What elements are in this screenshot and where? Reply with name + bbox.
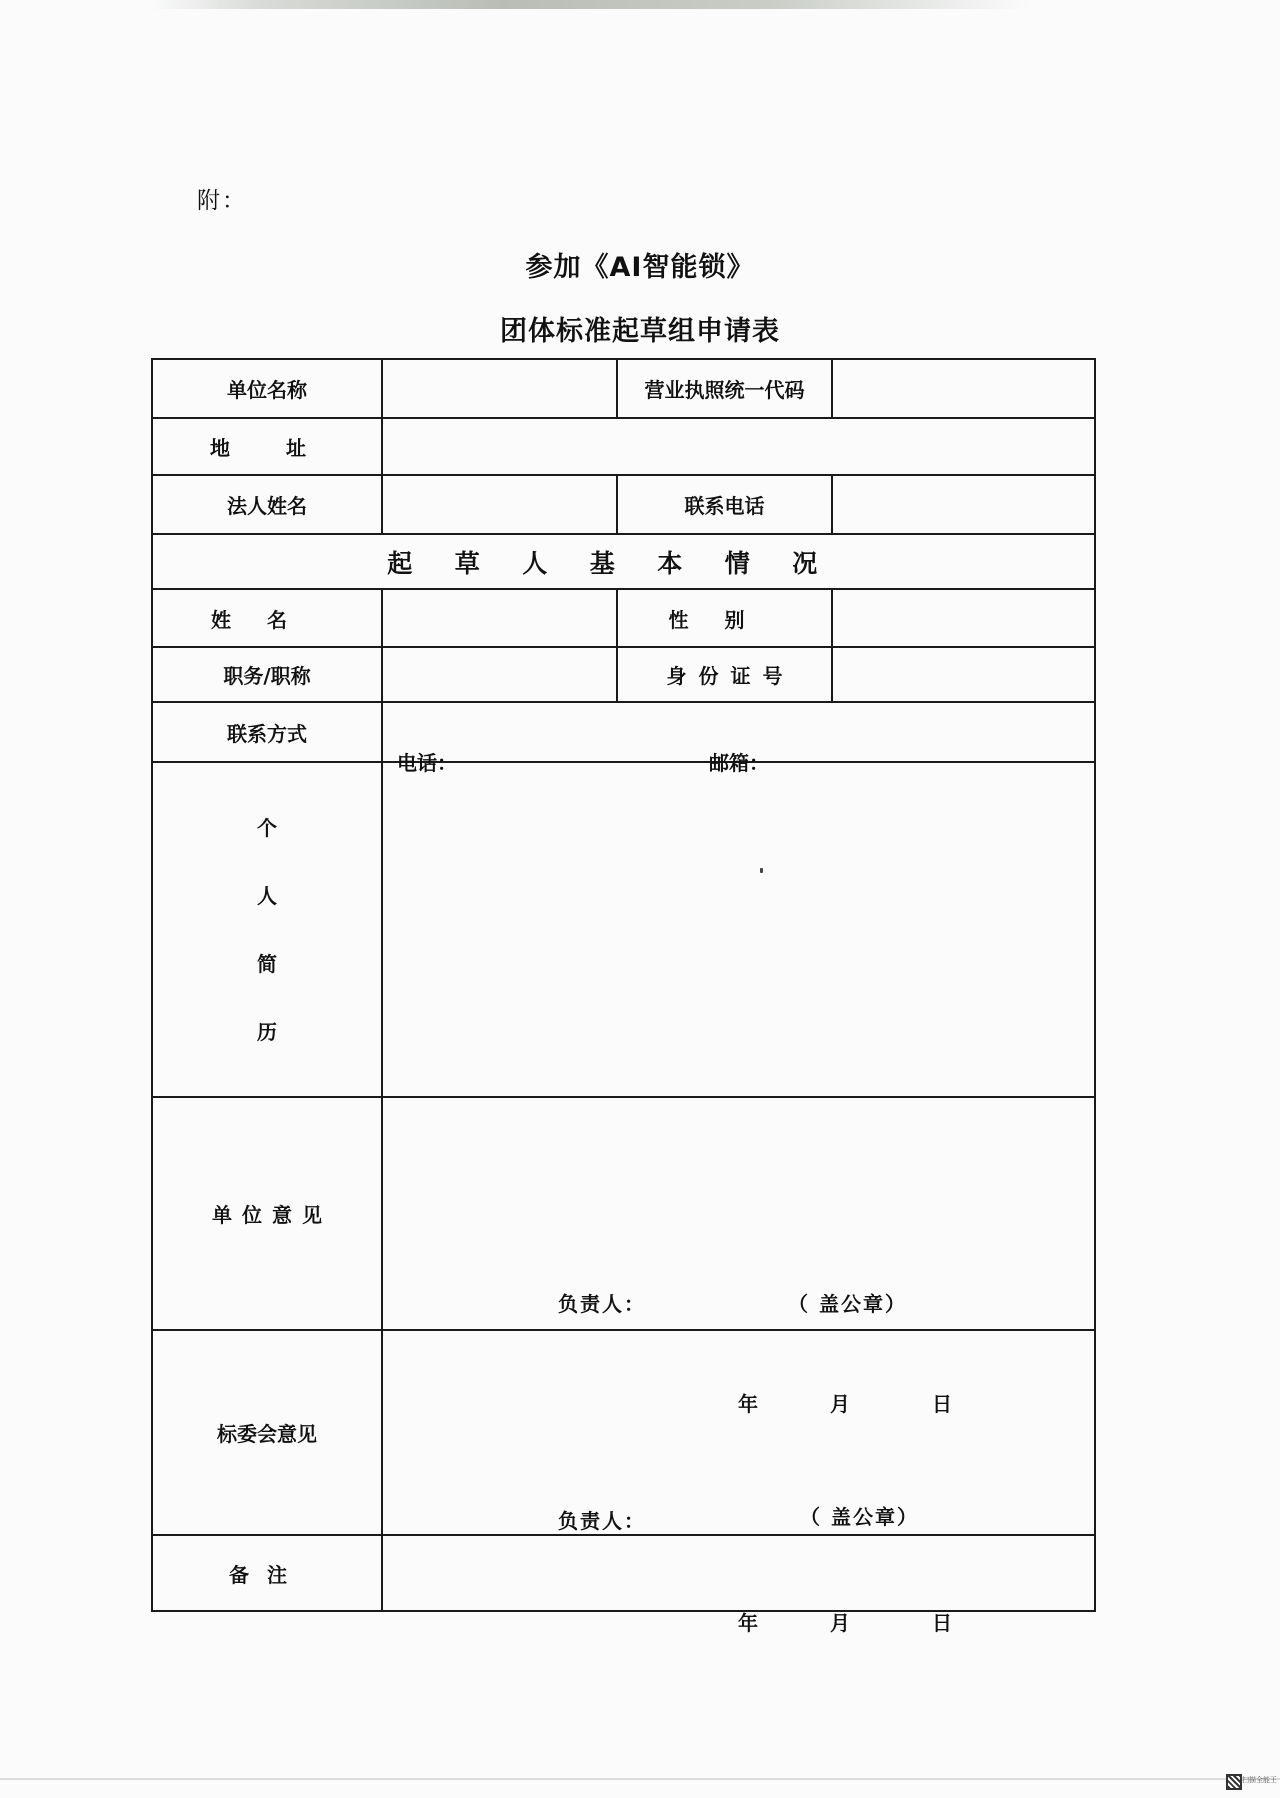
label-name: 姓名 [152,589,382,647]
label-remarks: 备注 [152,1535,382,1611]
label-unit-name: 单位名称 [152,359,382,418]
scan-top-edge [150,0,1030,9]
field-position[interactable] [382,647,617,702]
scanner-mark: 扫描全能王 [1242,1776,1277,1784]
resume-char: 人 [257,883,277,908]
email-prefix: 邮箱： [709,751,769,775]
scan-bottom-edge [0,1778,1280,1780]
month-label: 月 [830,1391,850,1416]
label-resume [152,762,382,1097]
field-license-code[interactable] [832,359,1095,418]
field-gender[interactable] [832,589,1095,647]
field-resume[interactable] [382,762,1095,1097]
field-id-number[interactable] [832,647,1095,702]
field-remarks[interactable] [382,1535,1095,1611]
label-gender: 性别 [617,589,832,647]
row-legal-person [152,475,1095,534]
row-unit-opinion [152,1097,1095,1330]
field-committee-opinion[interactable] [382,1330,1095,1635]
label-legal-person: 法人姓名 [152,475,382,534]
form-title-line2: 团体标准起草组申请表 [500,316,780,347]
field-name[interactable] [382,589,617,647]
row-resume [152,762,1095,1097]
resume-char: 简 [257,951,277,976]
label-license-code: 营业执照统一代码 [617,359,832,418]
label-contact-method: 联系方式 [152,702,382,762]
field-unit-opinion[interactable] [382,1097,1095,1416]
stray-ink-mark [760,868,763,873]
row-section-drafter [152,534,1095,589]
phone-prefix: 电话： [397,751,457,775]
field-contact-phone[interactable] [832,475,1095,534]
row-committee-opinion [152,1330,1095,1535]
day-label: 日 [932,1610,952,1635]
form-title-line1: 参加《AI智能锁》 [525,252,755,283]
label-committee-opinion: 标委会意见 [152,1330,382,1535]
label-position: 职务/职称 [152,647,382,702]
label-unit-opinion: 单位意见 [152,1097,382,1330]
label-id-number: 身份证号 [617,647,832,702]
row-contact [152,702,1095,762]
leader-label: 负责人： [558,1508,646,1533]
label-address: 地 址 [152,418,382,475]
year-label: 年 [738,1391,758,1416]
seal-label: （ 盖公章） [788,1291,907,1316]
attachment-label: 附： [197,188,247,214]
row-name [152,589,1095,647]
label-contact-phone: 联系电话 [617,475,832,534]
year-label: 年 [738,1610,758,1635]
resume-char: 个 [257,815,277,840]
row-position [152,647,1095,702]
field-contact[interactable] [382,702,1095,775]
seal-label: （ 盖公章） [800,1504,919,1529]
field-legal-person[interactable] [382,475,617,534]
row-remarks [152,1535,1095,1611]
scanner-qr-icon [1226,1774,1242,1790]
application-form-table [151,358,1096,1635]
field-unit-name[interactable] [382,359,617,418]
row-address [152,418,1095,475]
month-label: 月 [830,1610,850,1635]
field-address[interactable] [382,418,1095,475]
resume-char: 历 [257,1019,277,1044]
leader-label: 负责人： [558,1291,646,1316]
section-drafter-title: 起草人基本情况 [152,534,1095,589]
day-label: 日 [932,1391,952,1416]
row-unit [152,359,1095,418]
